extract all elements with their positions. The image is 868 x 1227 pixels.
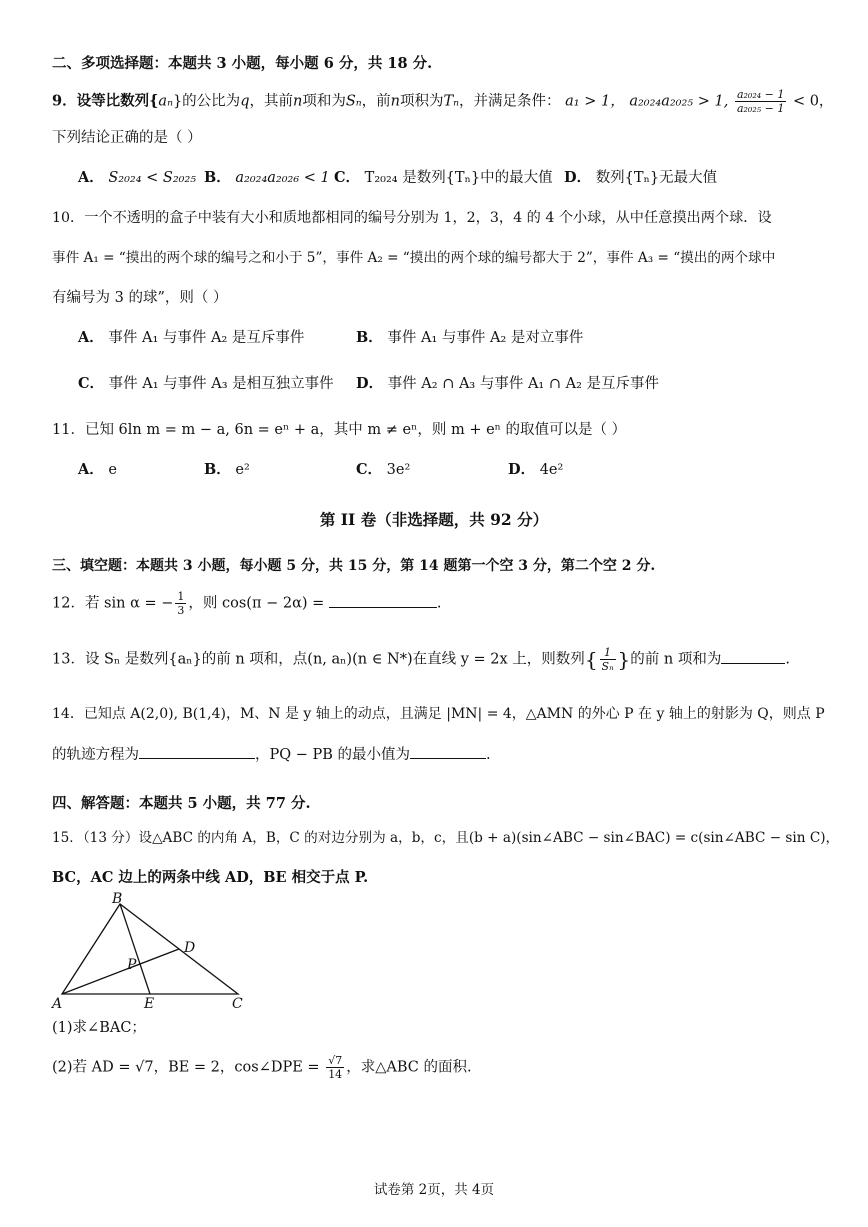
- q11-option-d[interactable]: [508, 460, 563, 480]
- q13-fraction-numerator: 1: [600, 646, 616, 660]
- q9-sn: Sₙ: [345, 93, 362, 110]
- q15-line-2: BC，AC 边上的两条中线 AD，BE 相交于点 P.: [52, 869, 369, 886]
- q15-fraction: [326, 1054, 344, 1081]
- q13-right-brace: }: [617, 647, 631, 672]
- q12-prefix: 12．若 sin α = −: [52, 595, 174, 612]
- q11-option-a[interactable]: [78, 460, 117, 480]
- q9-stem-g: ，并满足条件：: [459, 93, 561, 110]
- q12-answer-blank[interactable]: [329, 593, 437, 608]
- section-3-header: 三、填空题：本题共 3 小题，每小题 5 分，共 15 分，第 14 题第一个空 3 分，第二个空 2 分.: [52, 558, 656, 574]
- q15-sub-2: [52, 1054, 472, 1081]
- q9-a-n: aₙ: [158, 93, 173, 110]
- q9-option-a-text: S₂₀₂₄ < S₂₀₂₅: [108, 170, 197, 186]
- label-c: C: [232, 996, 243, 1012]
- q13-fraction: [600, 646, 616, 673]
- q9-option-c-text: T₂₀₂₄ 是数列{Tₙ}中的最大值: [364, 170, 553, 186]
- q13-answer-blank[interactable]: [721, 649, 785, 664]
- q9-n2: n: [390, 93, 400, 110]
- q13-fraction-denominator: Sₙ: [601, 660, 614, 673]
- q9-option-b[interactable]: [204, 168, 330, 188]
- q15-sub-1: (1)求∠BAC；: [52, 1020, 146, 1036]
- q9-cond-3: < 0，: [792, 93, 834, 110]
- q10-option-c-letter: C．: [78, 375, 105, 392]
- q13-line: [52, 646, 790, 673]
- q11-stem: 11．已知 6ln m = m − a, 6n = eⁿ + a，其中 m ≠ eⁿ，则 m + eⁿ 的取值可以是（ ）: [52, 422, 627, 438]
- label-d: D: [184, 940, 196, 956]
- q15-sub-2-a: (2)若 AD = √7，BE = 2，cos∠DPE =: [52, 1059, 325, 1076]
- q9-option-c[interactable]: [334, 168, 553, 188]
- q9-option-b-letter: B．: [204, 169, 231, 186]
- q14-line-2-end: .: [486, 747, 491, 763]
- q13-prefix: 13．设 Sₙ 是数列{aₙ}的前 n 项和，点(n, aₙ)(n ∈ N*)在直线 y = 2x 上，则数列: [52, 651, 585, 668]
- q13-suffix: 的前 n 项和为: [630, 651, 722, 668]
- q10-option-d[interactable]: [356, 374, 659, 394]
- part-2-title: 第 II 卷（非选择题，共 92 分）: [319, 510, 549, 529]
- q11-option-d-letter: D．: [508, 461, 536, 478]
- triangle-figure: [48, 890, 258, 1014]
- median-be: [120, 904, 150, 994]
- q9-n1: n: [292, 93, 303, 110]
- q10-option-b-letter: B．: [356, 329, 383, 346]
- q14-blank-1[interactable]: [139, 744, 255, 759]
- q12-fraction-denominator: 3: [177, 604, 185, 617]
- q10-option-d-text: 事件 A₂ ∩ A₃ 与事件 A₁ ∩ A₂ 是互斥事件: [387, 376, 659, 392]
- q11-option-c[interactable]: [356, 460, 410, 480]
- q10-option-c-text: 事件 A₁ 与事件 A₃ 是相互独立事件: [108, 376, 334, 392]
- label-p: P: [127, 957, 137, 973]
- q10-stem-line-1: 10．一个不透明的盒子中装有大小和质地都相同的编号分别为 1，2，3，4 的 4 个小球，从中任意摸出两个球．设: [52, 210, 772, 226]
- q11-option-b[interactable]: [204, 460, 250, 480]
- section-4-header: 四、解答题：本题共 5 小题，共 77 分.: [52, 795, 311, 812]
- q13-end: .: [785, 651, 790, 668]
- q14-line-2-a: 的轨迹方程为: [52, 747, 139, 763]
- q14-blank-2[interactable]: [410, 744, 486, 759]
- q12-fraction: [175, 590, 186, 617]
- q9-fraction-numerator: a₂₀₂₄ − 1: [736, 88, 785, 101]
- median-ad: [62, 949, 179, 994]
- q9-stem-e: ，前: [361, 93, 391, 110]
- q9-cond-2: a₂₀₂₄a₂₀₂₅ > 1,: [629, 93, 729, 110]
- q12-fraction-numerator: 1: [177, 590, 185, 603]
- q15-fraction-numerator: √7: [328, 1054, 343, 1067]
- q9-option-d-letter: D．: [564, 169, 592, 186]
- q14-line-2-b: ，PQ − PB 的最小值为: [255, 747, 411, 763]
- q9-stem-b: }的公比为: [172, 93, 241, 110]
- q10-option-c[interactable]: [78, 374, 334, 394]
- q11-option-c-letter: C．: [356, 461, 383, 478]
- q9-cond-1: a₁ > 1，: [565, 93, 625, 110]
- q10-option-a-text: 事件 A₁ 与事件 A₂ 是互斥事件: [108, 330, 305, 346]
- triangle-abc: [62, 904, 238, 994]
- q14-line-1: 14．已知点 A(2,0), B(1,4)，M、N 是 y 轴上的动点，且满足 |MN| = 4，△AMN 的外心 P 在 y 轴上的射影为 Q，则点 P: [52, 706, 825, 722]
- q11-option-a-text: e: [108, 462, 117, 478]
- q9-fraction-denominator: a₂₀₂₅ − 1: [736, 102, 785, 115]
- q11-option-d-text: 4e²: [539, 462, 564, 478]
- q11-option-a-letter: A．: [78, 461, 104, 478]
- q9-option-b-text: a₂₀₂₄a₂₀₂₆ < 1: [235, 170, 330, 186]
- label-a: A: [52, 996, 63, 1012]
- q15-fraction-denominator: 14: [328, 1068, 343, 1081]
- q12-line: [52, 590, 442, 617]
- label-b: B: [112, 891, 123, 907]
- q10-option-a-letter: A．: [78, 329, 104, 346]
- q9-stem-c: ，其前: [249, 93, 293, 110]
- q10-option-d-letter: D．: [356, 375, 384, 392]
- q9-option-a-letter: A．: [78, 169, 104, 186]
- page-footer: 试卷第 2页，共 4页: [373, 1182, 495, 1198]
- q10-option-b[interactable]: [356, 328, 583, 348]
- q10-option-a[interactable]: [78, 328, 304, 348]
- q9-option-a[interactable]: [78, 168, 196, 188]
- section-2-header: 二、多项选择题：本题共 3 小题，每小题 6 分，共 18 分.: [52, 55, 433, 72]
- q14-line-2: [52, 744, 491, 765]
- q15-sub-2-b: ，求△ABC 的面积.: [346, 1059, 472, 1076]
- q9-option-d-text: 数列{Tₙ}无最大值: [595, 170, 718, 186]
- q9-stem-f: 项积为: [399, 93, 444, 110]
- q13-left-brace: {: [584, 647, 598, 672]
- q9-option-c-letter: C．: [334, 169, 361, 186]
- q9-option-d[interactable]: [564, 168, 717, 188]
- q10-stem-line-2: 事件 A₁ = “摸出的两个球的编号之和小于 5”，事件 A₂ = “摸出的两个球的编号都大于 2”，事件 A₃ = “摸出的两个球中: [52, 250, 776, 266]
- q9-stem-line-2: 下列结论正确的是（ ）: [52, 130, 202, 146]
- q9-stem-d: 项和为: [302, 93, 346, 110]
- q12-mid: ，则 cos(π − 2α) =: [188, 595, 329, 612]
- q10-stem-line-3: 有编号为 3 的球”，则（ ）: [52, 290, 228, 306]
- q9-stem-start: 9．设等比数列{: [52, 92, 159, 110]
- q11-option-b-letter: B．: [204, 461, 231, 478]
- q9-q: q: [240, 93, 250, 110]
- q11-option-c-text: 3e²: [386, 462, 411, 478]
- q11-option-b-text: e²: [235, 462, 250, 478]
- q9-fraction: [735, 88, 786, 115]
- q10-option-b-text: 事件 A₁ 与事件 A₂ 是对立事件: [387, 330, 584, 346]
- q12-end: .: [436, 595, 442, 612]
- label-e: E: [144, 996, 155, 1012]
- q9-stem-line-1: [52, 88, 833, 115]
- q15-line-1: 15．（13 分）设△ABC 的内角 A，B，C 的对边分别为 a，b，c，且(b + a)(sin∠ABC − sin∠BAC) = c(sin∠ABC − sin C)，: [52, 830, 840, 846]
- q9-tn: Tₙ: [443, 93, 460, 110]
